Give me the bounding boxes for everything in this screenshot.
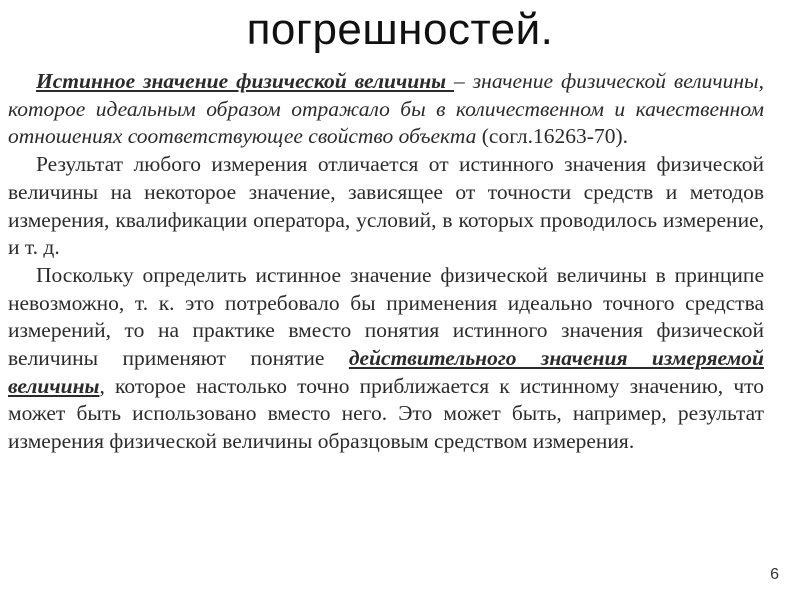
slide-title: погрешностей. — [246, 5, 554, 54]
slide-body — [8, 68, 764, 456]
paragraph-measurement-result: Результат любого измерения отличается от истинного значения физической величины на некоторое значение, зависящее от точности средств и методов измерения, квалификации оператора, условий, в которых проводилось измерение, и т. д. — [8, 152, 764, 260]
paragraph-actual-value-intro: Поскольку определить истинное значение физической величины в принципе невозможно, т. к. это потребовало бы применения идеально точного средства измерений, то на практике вместо понятия истинного значения физической величины применяют понятие — [8, 262, 764, 371]
page-number: 6 — [770, 566, 779, 583]
paragraph-true-value-definition — [8, 68, 764, 151]
paragraph-actual-value — [8, 262, 764, 456]
term-actual-value: действительного значения измеряемой величины — [8, 346, 764, 398]
paragraph-actual-value-conclusion: , которое настолько точно приближается к истинному значению, что может быть использовано вместо него. Это может быть, например, результат измерения физической величины образцовым средством измерения. — [8, 373, 764, 454]
definition-text: – значение физической величины, которое идеальным образом отражало бы в количественном и качественном отношениях соответствующее свойство объекта — [8, 69, 764, 149]
standard-citation: (согл.16263-70). — [481, 124, 628, 149]
term-true-value: Истинное значение физической величины — [36, 69, 455, 93]
